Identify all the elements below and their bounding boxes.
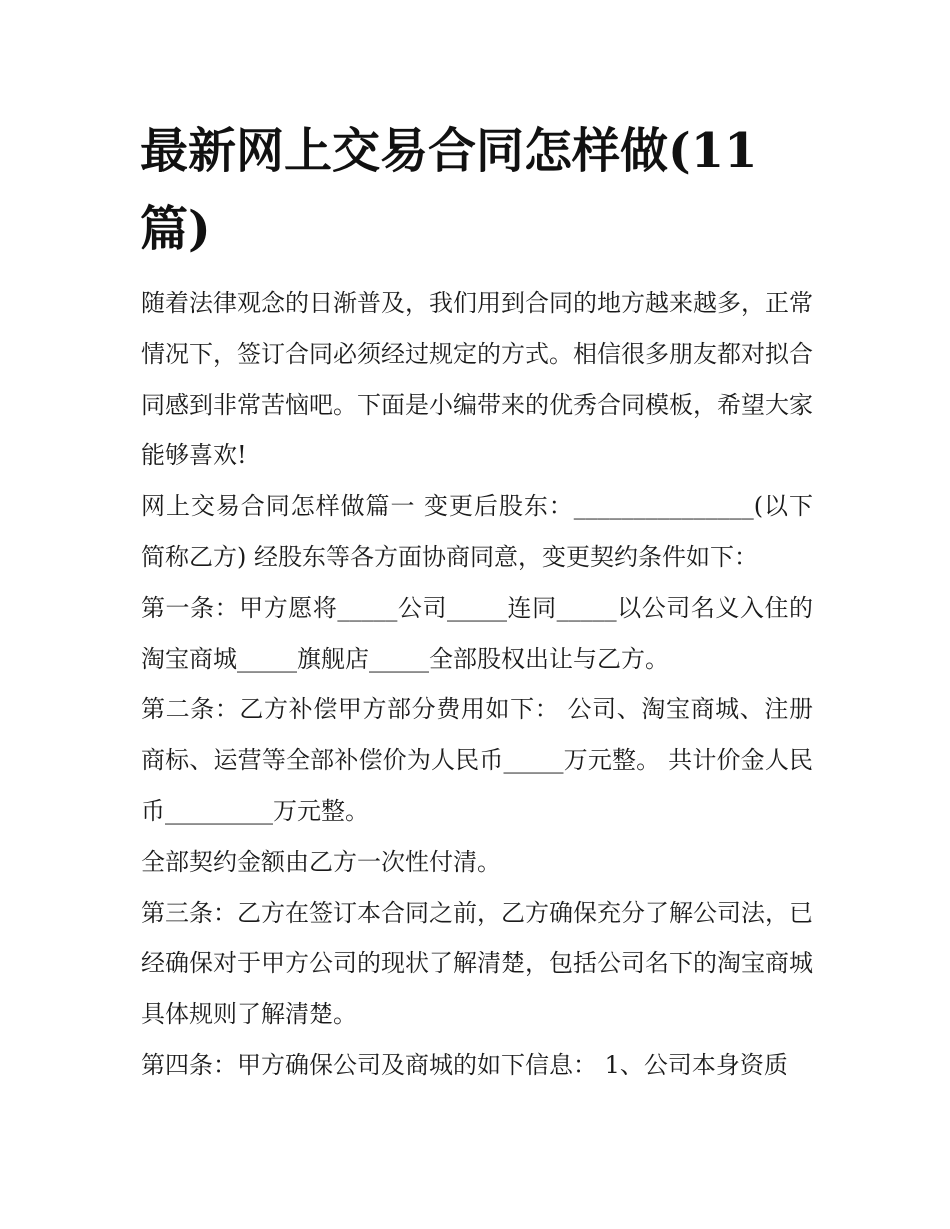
- article-three-paragraph: 第三条：乙方在签订本合同之前，乙方确保充分了解公司法，已经确保对于甲方公司的现状了解清楚，包括公司名下的淘宝商城具体规则了解清楚。: [141, 898, 813, 1029]
- document-body: [141, 278, 813, 1091]
- article-four-paragraph: 第四条：甲方确保公司及商城的如下信息： 1、公司本身资质: [141, 1050, 788, 1079]
- article-two-paragraph: 第二条：乙方补偿甲方部分费用如下： 公司、淘宝商城、注册商标、运营等全部补偿价为人民币_____万元整。 共计价金人民币_________万元整。: [141, 695, 813, 825]
- section-one-heading-paragraph: 网上交易合同怎样做篇一 变更后股东：_______________(以下简称乙方) 经股东等各方面协商同意，变更契约条件如下：: [141, 492, 813, 571]
- article-one-paragraph: 第一条：甲方愿将_____公司_____连同_____以公司名义入住的淘宝商城_____旗舰店_____全部股权出让与乙方。: [141, 593, 813, 673]
- document-title: 最新网上交易合同怎样做(11篇): [140, 123, 758, 257]
- payment-paragraph: 全部契约金额由乙方一次性付清。: [141, 847, 501, 876]
- intro-paragraph: 随着法律观念的日渐普及，我们用到合同的地方越来越多，正常情况下，签订合同必须经过规定的方式。相信很多朋友都对拟合同感到非常苦恼吧。下面是小编带来的优秀合同模板，希望大家能够喜欢!: [141, 289, 813, 470]
